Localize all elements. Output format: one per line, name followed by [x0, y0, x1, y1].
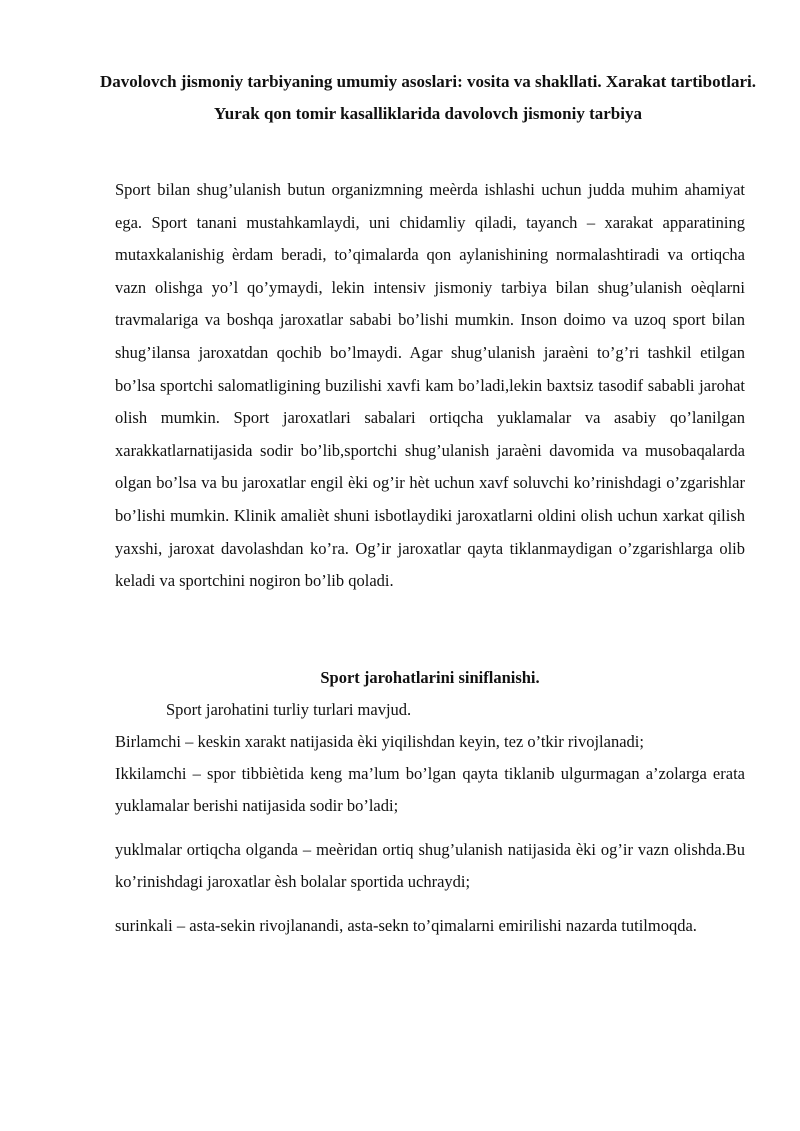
list-item-surinkali: surinkali – asta-sekin rivojlanandi, asta-sekn to’qimalarni emirilishi nazarda tutilmoqda. [115, 916, 697, 935]
list-item-birlamchi: Birlamchi – keskin xarakt natijasida èki yiqilishdan keyin, tez o’tkir rivojlanadi; [115, 732, 644, 751]
list-item-ikkilamchi: Ikkilamchi – spor tibbiètida keng ma’lum bo’lgan qayta tiklanib ulgurmagan a’zolarga erata yuklamalar berishi natijasida sodir bo’ladi; [115, 764, 745, 815]
intro-line: Sport jarohatini turliy turlari mavjud. [166, 700, 412, 719]
document-title: Davolovch jismoniy tarbiyaning umumiy asoslari: vosita va shakllati. Xarakat tartibotlari. Yurak qon tomir kasalliklarida davolovch jismoniy tarbiya [100, 72, 756, 123]
section-heading: Sport jarohatlarini siniflanishi. [320, 668, 540, 687]
body-paragraph: Sport bilan shug’ulanish butun organizmning meèrda ishlashi uchun judda muhim ahamiyat ega. Sport tanani mustahkamlaydi, uni chidamliy qiladi, tayanch – xarakat apparatining mutaxkalanishig èrdam beradi, to’qimalarda qon aylanishining normalashtiradi va ortiqcha vazn olishga yo’l qo’ymaydi, lekin intensiv jismoniy tarbiya bilan shug’ulanish oèqlarni travmalariga va boshqa jaroxatlar sababi bo’lishi mumkin. Inson doimo va uzoq sport bilan shug’ilansa jaroxatdan qochib bo’lmaydi. Agar shug’ulanish jaraèni to’g’ri tashkil etilgan bo’lsa sportchi salomatligining buzilishi xavfi kam bo’ladi,lekin baxtsiz tasodif sababli jarohat olish mumkin. Sport jaroxatlari sabalari ortiqcha yuklamalar va asabiy qo’lanilgan xarakkatlarnatijasida sodir bo’lib,sportchi shug’ulanish jaraèni davomida va musobaqalarda olgan bo’lsa va bu jaroxatlar engil èki og’ir hèt uchun xavf soluvchi ko’rinishdagi o’zgarishlar bo’lishi mumkin. Klinik amalièt shuni isbotlaydiki jaroxatlarni oldini olish uchun xarkat qilish yaxshi, jaroxat davolashdan ko’ra. Og’ir jaroxatlar qayta tiklanmaydigan o’zgarishlarga olib keladi va sportchini nogiron bo’lib qoladi. [115, 180, 745, 591]
list-item-yuklamalar: yuklmalar ortiqcha olganda – meèridan ortiq shug’ulanish natijasida èki og’ir vazn olishda.Bu ko’rinishdagi jaroxatlar èsh bolalar sportida uchraydi; [115, 840, 745, 891]
